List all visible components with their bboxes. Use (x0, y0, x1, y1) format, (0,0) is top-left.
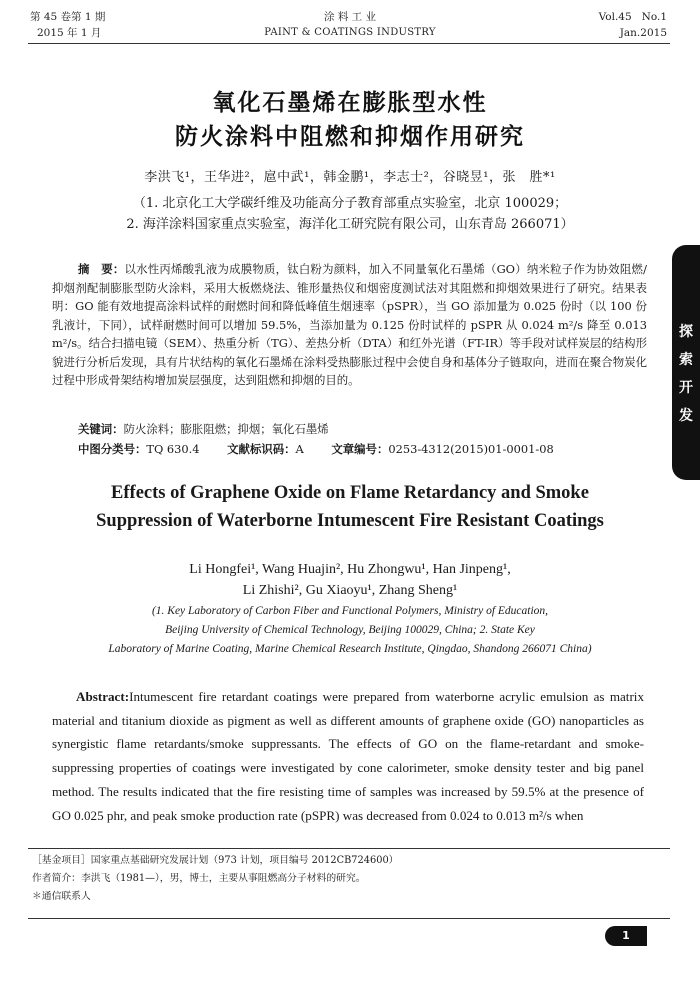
affiliation-cn-line2: 2. 海洋涂料国家重点实验室，海洋化工研究院有限公司，山东青岛 266071） (126, 217, 574, 232)
side-tab-char-3: 开 (679, 380, 693, 396)
side-tab-char-2: 索 (679, 352, 693, 368)
article-number-label: 文章编号： (331, 442, 389, 456)
authors-en-line1: Li Hongfei¹, Wang Huajin², Hu Zhongwu¹, Han Jinpeng¹, (189, 562, 511, 577)
authors-en-line2: Li Zhishi², Gu Xiaoyu¹, Zhang Sheng¹ (242, 583, 458, 598)
footnote-rule (28, 848, 670, 849)
classification-line (78, 440, 554, 458)
header-journal-cn: 涂 料 工 业 (323, 11, 376, 23)
affiliation-cn-line1: （1. 北京化工大学碳纤维及功能高分子教育部重点实验室，北京 100029； (132, 196, 568, 211)
header-date-cn: 2015 年 1 月 (37, 27, 102, 39)
affiliation-en-line3: Laboratory of Marine Coating, Marine Chemical Research Institute, Qingdao, Shandong 266071 China) (108, 643, 592, 655)
footnote-author-intro: 作者简介：李洪飞（1981—），男，博士，主要从事阻燃高分子材料的研究。 (32, 873, 366, 884)
header-journal-en: PAINT & COATINGS INDUSTRY (264, 27, 436, 38)
title-en-line1: Effects of Graphene Oxide on Flame Retardancy and Smoke (111, 483, 589, 503)
affiliation-en-line1: (1. Key Laboratory of Carbon Fiber and Functional Polymers, Ministry of Education, (151, 605, 549, 617)
keywords-cn (78, 420, 329, 438)
abstract-cn (52, 260, 647, 390)
keywords-cn-label: 关键词： (78, 422, 124, 436)
doc-code-label: 文献标识码： (227, 442, 296, 456)
footnote-corresponding: ＊通信联系人 (32, 891, 91, 902)
title-en-line2: Suppression of Waterborne Intumescent Fire Resistant Coatings (96, 511, 604, 531)
side-tab-char-4: 发 (679, 408, 693, 424)
keywords-cn-text: 防火涂料；膨胀阻燃；抑烟；氧化石墨烯 (123, 422, 329, 436)
authors-cn: 李洪飞¹，王华进²，扈中武¹，韩金鹏¹，李志士²，谷晓昱¹，张 胜*¹ (144, 170, 556, 185)
abstract-en-text: Intumescent fire retardant coatings were prepared from waterborne acrylic emulsion as matrix material and titanium dioxide as pigment as well as different amounts of graphene oxide (GO) nanoparticles as synergistic flame retardants/smoke suppressants. The effects of GO on the flame-retardant and smoke-suppressing properties of coatings were investigated by cone calorimeter, smoke density tester and big panel method. The results indicated that the fire resisting time of samples was increased by 59.5% at the presence of GO 0.025 phr, and peak smoke production rate (pSPR) was decreased from 0.024 to 0.013 m²/s when (52, 689, 644, 823)
article-number-value: 0253-4312(2015)01-0001-08 (388, 442, 554, 456)
side-tab-char-1: 探 (679, 324, 693, 340)
abstract-cn-label: 摘 要： (78, 262, 125, 276)
affiliation-en-line2: Beijing University of Chemical Technology, Beijing 100029, China; 2. State Key (165, 624, 535, 636)
page-number: 1 (605, 926, 647, 946)
section-side-tab (672, 245, 700, 480)
bottom-rule (28, 918, 670, 919)
clc-label: 中图分类号： (78, 442, 147, 456)
header-rule (28, 43, 670, 44)
abstract-en (52, 685, 644, 827)
clc-value: TQ 630.4 (146, 442, 200, 456)
title-cn-line2: 防火涂料中阻燃和抑烟作用研究 (175, 124, 525, 150)
header-vol-en: Vol.45 No.1 (598, 11, 667, 23)
doc-code-value: A (295, 442, 304, 456)
abstract-en-label: Abstract: (76, 689, 130, 704)
title-cn-line1: 氧化石墨烯在膨胀型水性 (212, 90, 488, 116)
footnote-fund: ［基金项目］国家重点基础研究发展计划（973 计划，项目编号 2012CB724600） (32, 855, 399, 866)
header-date-en: Jan.2015 (619, 27, 667, 39)
abstract-cn-text: 以水性丙烯酸乳液为成膜物质，钛白粉为颜料，加入不同量氧化石墨烯（GO）纳米粒子作为协效阻燃/抑烟剂配制膨胀型防火涂料，采用大板燃烧法、锥形量热仪和烟密度测试法对其阻燃和抑烟效果进行了研究。结果表明：GO 能有效地提高涂料试样的耐燃时间和降低峰值生烟速率（pSPR），当 GO 添加量为 0.025 份时（以 100 份乳液计，下同），试样耐燃时间可以增加 59.5%，当添加量为 0.125 份时试样的 pSPR 从 0.024 m²/s 降至 0.013 m²/s。结合扫描电镜（SEM）、热重分析（TG）、差热分析（DTA）和红外光谱（FT-IR）等手段对试样炭层的结构形貌进行分析后发现，具有片状结构的氧化石墨烯在涂料受热膨胀过程中会使自身和基体分子链取向，进而在聚合物炭化过程中形成骨架结构增加炭层强度，达到阻燃和抑烟的目的。 (52, 262, 647, 387)
header-volume: 第 45 卷第 1 期 (30, 11, 106, 23)
